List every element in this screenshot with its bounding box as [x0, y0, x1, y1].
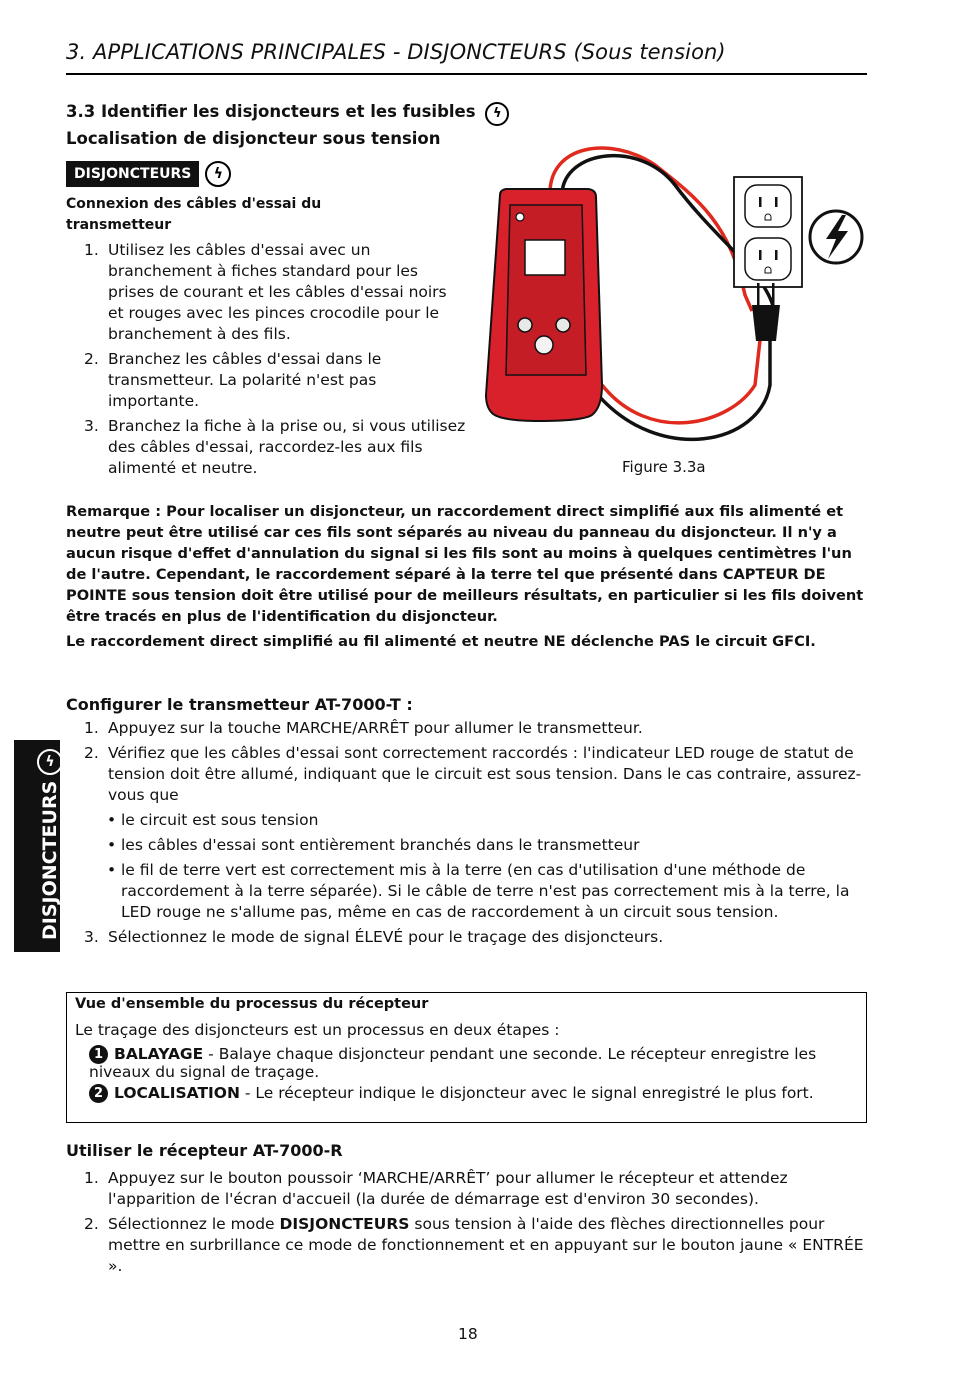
- lightning-bolt-icon: ϟ: [205, 161, 231, 187]
- lightning-bolt-icon: [810, 211, 862, 263]
- bullet-item: • le circuit est sous tension: [107, 811, 319, 829]
- header-rule: [66, 73, 867, 75]
- configure-steps: [66, 718, 866, 806]
- configure-section: [66, 694, 866, 952]
- receiver-overview-box: [66, 992, 867, 1123]
- receiver-steps: [66, 1168, 871, 1277]
- note-block: [66, 501, 871, 652]
- overview-item-scan: 1 BALAYAGE - Balaye chaque disjoncteur pendant une seconde. Le récepteur enregistre les niveaux du signal de traçage.: [89, 1045, 817, 1081]
- list-item: 1. Appuyez sur le bouton poussoir ‘MARCHE/ARRÊT’ pour allumer le récepteur et attendez l'apparition de l'écran d'accueil (la durée de démarrage est d'environ 30 secondes).: [84, 1169, 788, 1208]
- connection-instructions: [66, 194, 466, 483]
- list-item: 3. Sélectionnez le mode de signal ÉLEVÉ pour le traçage des disjoncteurs.: [84, 928, 664, 946]
- list-item: 3. Branchez la fiche à la prise ou, si vous utilisez des câbles d'essai, raccordez-les aux fils alimenté et neutre.: [84, 417, 466, 477]
- page-header-title: 3. APPLICATIONS PRINCIPALES - DISJONCTEURS (Sous tension): [66, 40, 726, 64]
- overview-item-locate: 2 LOCALISATION - Le récepteur indique le disjoncteur avec le signal enregistré le plus fort.: [89, 1084, 859, 1103]
- disjoncteurs-badge: DISJONCTEURS: [66, 161, 199, 187]
- configure-steps-cont: [66, 927, 866, 948]
- list-item: 2. Vérifiez que les câbles d'essai sont correctement raccordés : l'indicateur LED rouge de statut de tension doit être allumé, indiquant que le circuit est sous tension. Dans le cas contraire, assurez-vous que: [84, 744, 862, 804]
- configure-heading: Configurer le transmetteur AT-7000-T :: [66, 695, 413, 714]
- overview-title: Vue d'ensemble du processus du récepteur: [75, 996, 429, 1012]
- side-tab-label-group: [37, 749, 63, 940]
- lightning-bolt-icon: ϟ: [37, 749, 63, 775]
- step-marker: 2: [89, 1084, 108, 1103]
- connection-steps: [66, 240, 466, 479]
- connection-title-line2: transmetteur: [66, 217, 172, 233]
- list-item: 1. Appuyez sur la touche MARCHE/ARRÊT pour allumer le transmetteur.: [84, 719, 643, 737]
- bullet-item: • les câbles d'essai sont entièrement branchés dans le transmetteur: [107, 836, 640, 854]
- lightning-bolt-icon: ϟ: [485, 102, 509, 126]
- connection-title-line1: Connexion des câbles d'essai du: [66, 196, 322, 212]
- transmitter-device: [486, 189, 602, 421]
- black-wire-lower: [598, 340, 770, 439]
- note-paragraph: Remarque : Pour localiser un disjoncteur, un raccordement direct simplifié aux fils alimenté et neutre peut être utilisé car ces fils sont séparés au niveau du panneau du disjoncteur. Il n'y a aucun risque d'effet d'annulation du signal si les fils sont au moins à quelques centimètres l'un de l'autre. Cependant, le raccordement séparé à la terre tel que présenté dans CAPTEUR DE POINTE sous tension doit être utilisé pour de meilleurs résultats, en particulier si les fils doivent être tracés en plus de l'identification du disjoncteur.: [66, 503, 864, 625]
- figure-transmitter-illustration: [470, 145, 900, 455]
- note-paragraph-gfci: Le raccordement direct simplifié au fil alimenté et neutre NE déclenche PAS le circuit GFCI.: [66, 633, 816, 650]
- list-item: 1. Utilisez les câbles d'essai avec un branchement à fiches standard pour les prises de courant et les câbles d'essai noirs et rouges avec les pinces crocodile pour le branchement à des fils.: [84, 241, 447, 343]
- figure-caption: Figure 3.3a: [622, 458, 706, 476]
- section-subheading: Localisation de disjoncteur sous tension: [66, 129, 441, 148]
- step-marker: 1: [89, 1045, 108, 1064]
- red-wire-lower: [602, 340, 760, 423]
- badge-row: [66, 161, 231, 187]
- overview-intro: Le traçage des disjoncteurs est un processus en deux étapes :: [75, 1021, 560, 1039]
- bullet-item: • le fil de terre vert est correctement mis à la terre (en cas d'utilisation d'une méthode de raccordement à la terre séparée). Si le câble de terre n'est pas correctement mis à la terre, la LED rouge ne s'allume pas, même en cas de raccordement à un circuit sous tension.: [107, 861, 850, 921]
- receiver-heading: Utiliser le récepteur AT-7000-R: [66, 1141, 343, 1160]
- side-tab-label: DISJONCTEURS: [39, 780, 61, 940]
- page-number: 18: [458, 1325, 478, 1343]
- section-heading: [66, 102, 509, 126]
- section-heading-text: 3.3 Identifier les disjoncteurs et les fusibles: [66, 102, 476, 121]
- list-item: 2. Sélectionnez le mode DISJONCTEURS sous tension à l'aide des flèches directionnelles pour mettre en surbrillance ce mode de fonctionnement et en appuyant sur le bouton jaune « ENTRÉE ».: [84, 1215, 864, 1275]
- wall-outlet: [734, 177, 802, 287]
- receiver-section: [66, 1140, 871, 1281]
- side-tab: [14, 740, 60, 952]
- list-item: 2. Branchez les câbles d'essai dans le transmetteur. La polarité n'est pas importante.: [84, 350, 382, 410]
